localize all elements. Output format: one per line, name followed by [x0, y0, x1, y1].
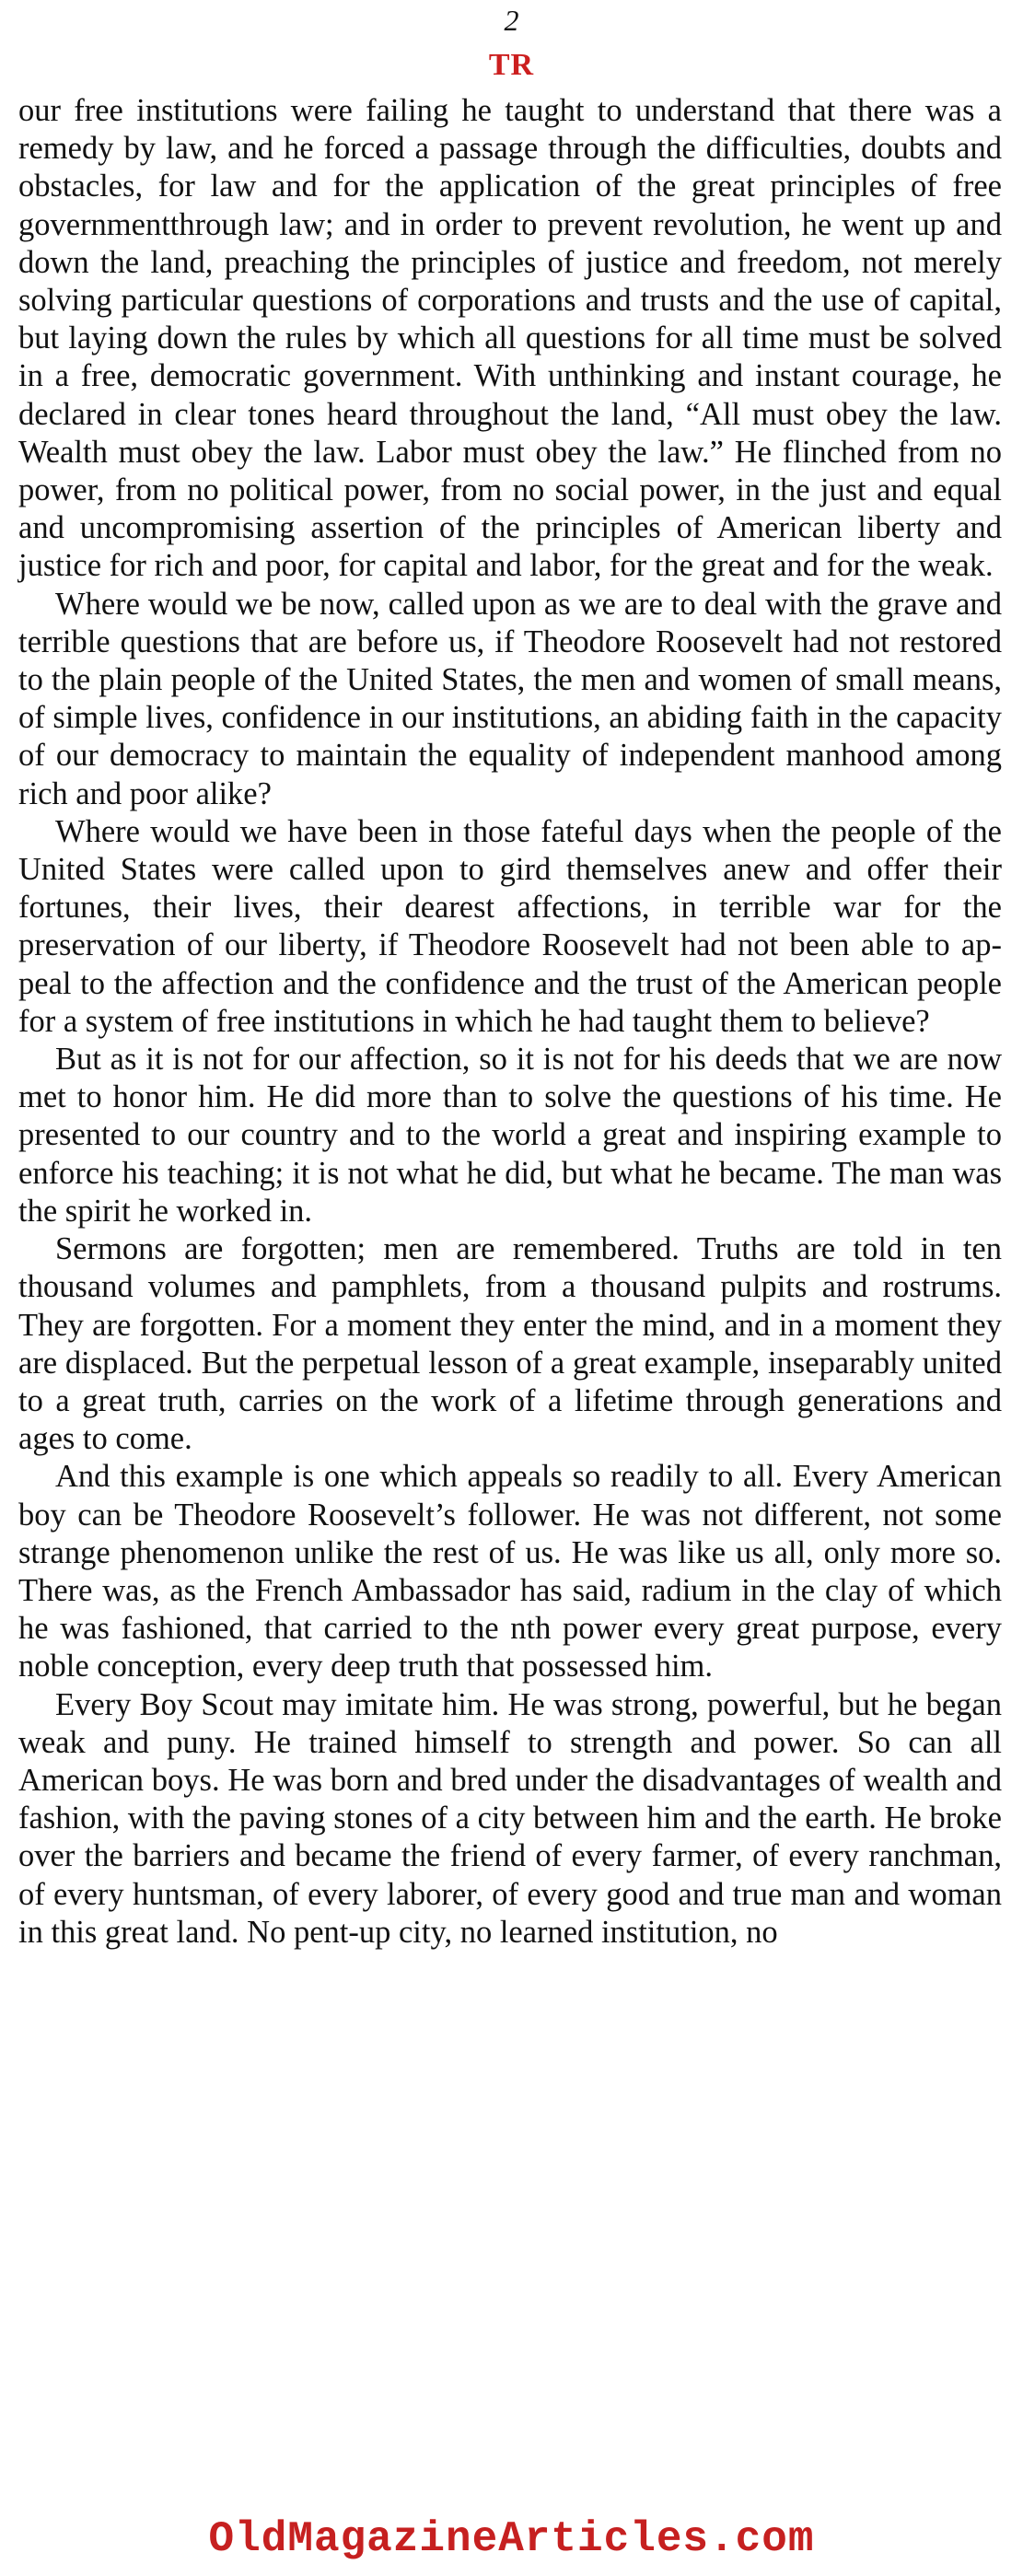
paragraph-4: But as it is not for our affection, so it is not for his deeds that we are now met to honor him. He did more than to solve the questions of his time. He presented to our country and to the world a great and inspiring example to enforce his teaching; it is not what he did, but what he became. The man was the spirit he worked in. — [18, 1042, 1002, 1229]
site-watermark — [0, 2501, 1023, 2576]
paragraph-3: Where would we have been in those fateful days when the people of the United States were called upon to gird themselves anew and offer their fortunes, their lives, their dearest affections, in terrible war for the preservation of our liberty, if Theodore Roosevelt had not been able to appeal to the affection and the confidence and the trust of the American people for a system of free institutions in which he had taught them to believe? — [18, 813, 1002, 1039]
paragraph-1: our free institutions were failing he taught to understand that there was a remedy by law, and he forced a passage through the difficulties, doubts and obstacles, for law and for the application of the great principles of free governmentthrough law; and in order to prevent revolution, he went up and down the land, preaching the principles of justice and freedom, not merely solving particular questions of corporations and trusts and the use of capital, but laying down the rules by which all questions for all time must be solved in a free, democratic government. With unthinking and instant courage, he declared in clear tones heard throughout the land, “All must obey the law. Wealth must obey the law. Labor must obey the law.” He flinched from no power, from no political power, from no social power, in the just and equal and uncompromising assertion of the principles of American liberty and justice for rich and poor, for capital and labor, for the great and for the weak. — [18, 93, 1002, 584]
page-number: 2 — [504, 4, 519, 37]
paragraph-5: Sermons are forgotten; men are remembered. Truths are told in ten thousand volumes and pamphlets, from a thousand pulpits and rostrums. They are forgotten. For a moment they enter the mind, and in a moment they are displaced. But the perpetual lesson of a great example, inseparably united to a great truth, carries on the work of a lifetime through generations and ages to come. — [18, 1231, 1002, 1457]
paragraph-6: And this example is one which appeals so readily to all. Every American boy can be Theodore Roosevelt’s follower. He was not different, not some strange phenomenon unlike the rest of us. He was like us all, only more so. There was, as the French Ambassador has said, radium in the clay of which he was fashioned, that carried to the nth power every great purpose, every noble conception, every deep truth that possessed him. — [18, 1459, 1002, 1684]
article-body — [18, 92, 1002, 1952]
paragraph-7: Every Boy Scout may imitate him. He was strong, powerful, but he began weak and puny. He trained himself to strength and power. So can all American boys. He was born and bred under the disadvantages of wealth and fashion, with the paving stones of a city between him and the earth. He broke over the barriers and became the friend of every farmer, of every ranchman, of every huntsman, of every laborer, of every good and true man and woman in this great land. No pent-up city, no learned institution, no — [18, 1686, 1002, 1950]
watermark-text: OldMagazineArticles.com — [192, 2515, 831, 2563]
running-head: TR — [488, 48, 535, 82]
paragraph-2: Where would we be now, called upon as we are to deal with the grave and terrible questions that are before us, if Theodore Roosevelt had not restored to the plain people of the United States, the men and women of small means, of simple lives, confidence in our institutions, an abiding faith in the capacity of our democracy to maintain the equality of independent manhood among rich and poor alike? — [18, 586, 1002, 811]
